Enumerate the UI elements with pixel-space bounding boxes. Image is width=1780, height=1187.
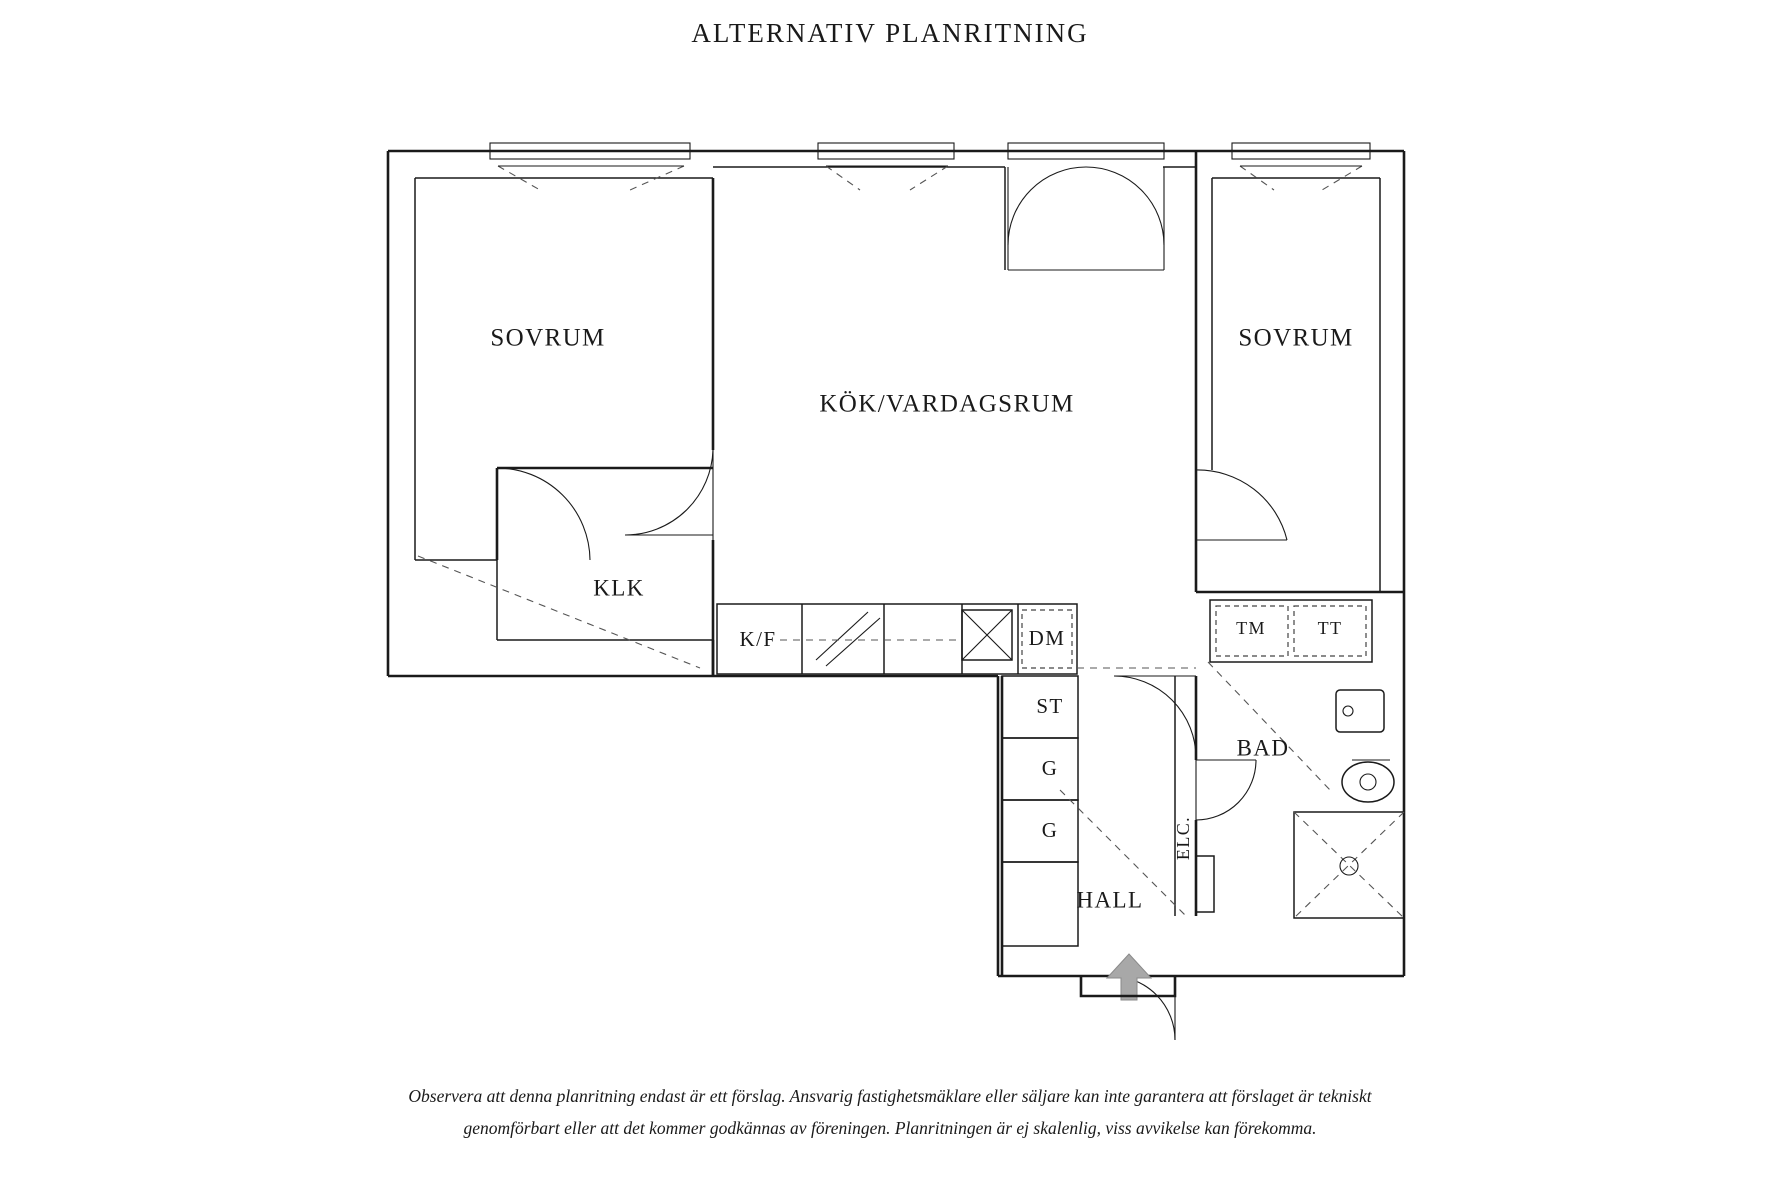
windows: [490, 143, 1370, 270]
room-label-sovrum-right: SOVRUM: [1238, 324, 1354, 352]
room-label-sovrum-left: SOVRUM: [490, 324, 606, 352]
disclaimer-text: [290, 1080, 1490, 1145]
bathroom-fixtures: [1060, 600, 1404, 918]
fixture-label-kf: K/F: [739, 626, 777, 651]
fixture-label-dm: DM: [1028, 625, 1066, 650]
fixture-label-tt: TT: [1317, 618, 1343, 639]
room-label-bad: BAD: [1236, 735, 1290, 761]
room-label-kok-vardagsrum: KÖK/VARDAGSRUM: [819, 390, 1075, 418]
fixture-label-g2: G: [1041, 817, 1059, 842]
fixture-label-tm: TM: [1236, 618, 1266, 639]
interior-walls: [415, 151, 1404, 976]
klk-dashed-lines: [418, 556, 700, 668]
page-title: ALTERNATIV PLANRITNING: [691, 18, 1089, 48]
outer-walls: [388, 151, 1404, 976]
fixture-label-st: ST: [1036, 693, 1064, 718]
fixture-label-g1: G: [1041, 755, 1059, 780]
disclaimer-line-2: genomförbart eller att det kommer godkännas av föreningen. Planritningen är ej skalenlig, viss avvikelse kan förekomma.: [463, 1118, 1317, 1139]
room-label-hall: HALL: [1076, 887, 1144, 913]
room-label-klk: KLK: [593, 575, 645, 601]
disclaimer-line-1: Observera att denna planritning endast är ett förslag. Ansvarig fastighetsmäklare eller säljare kan inte garantera att förslaget är tekniskt: [408, 1086, 1372, 1106]
fixture-label-elc: ELC.: [1173, 815, 1194, 861]
kitchen-counter: [717, 604, 1196, 674]
door-swings: [497, 450, 1287, 1040]
